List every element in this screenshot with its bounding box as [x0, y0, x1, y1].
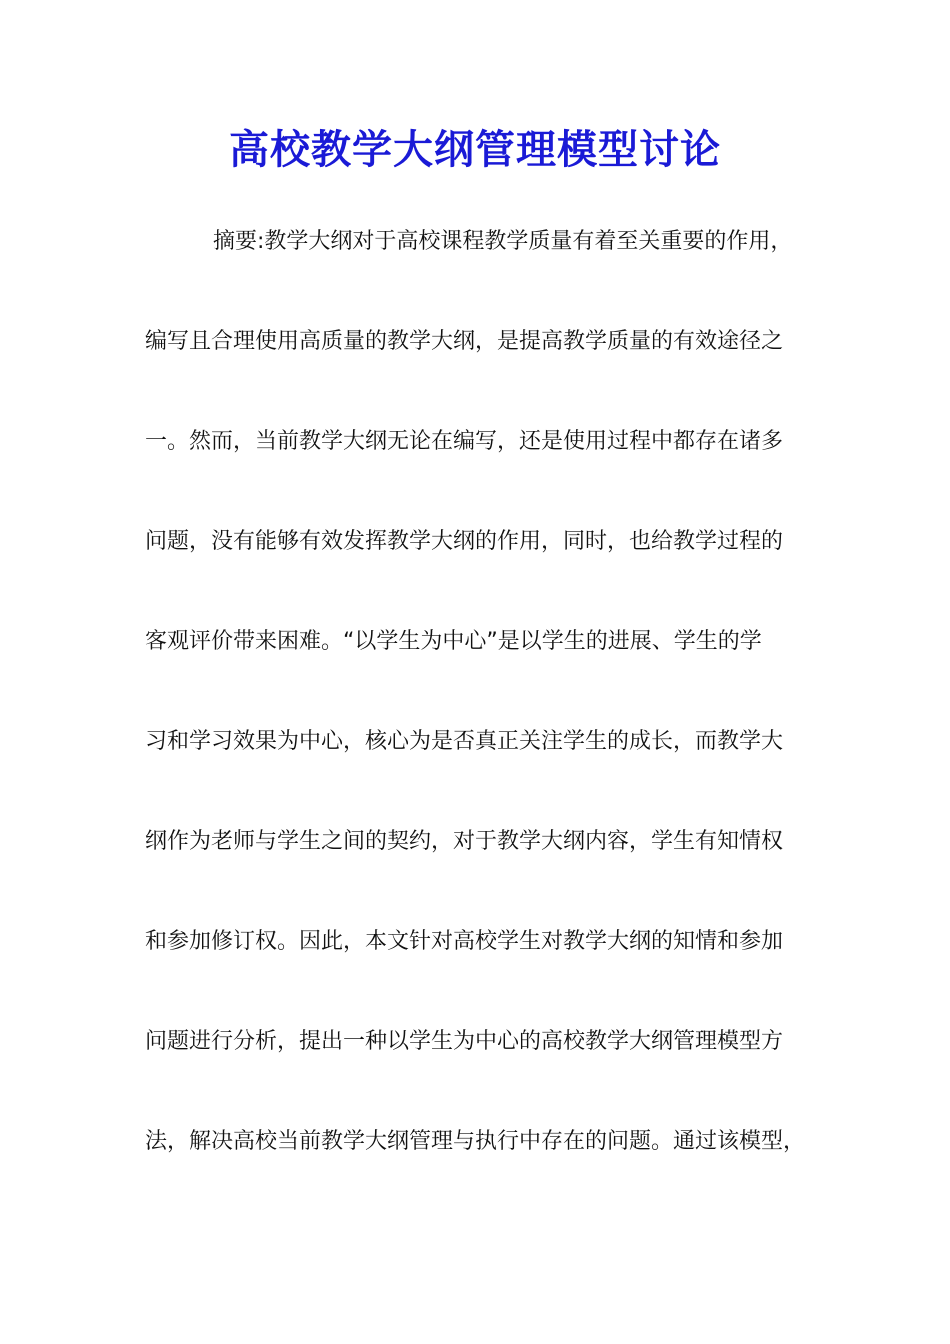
abstract-line-1: 摘要:教学大纲对于高校课程教学质量有着至关重要的作用， [213, 229, 793, 254]
abstract-line-2: 编写且合理使用高质量的教学大纲，是提高教学质量的有效途径之 [145, 329, 784, 354]
document-title: 高校教学大纲管理模型讨论 [229, 126, 721, 173]
abstract-line-6: 习和学习效果为中心，核心为是否真正关注学生的成长，而教学大 [145, 729, 784, 754]
abstract-line-7: 纲作为老师与学生之间的契约，对于教学大纲内容，学生有知情权 [145, 829, 784, 854]
abstract-line-3: 一。然而，当前教学大纲无论在编写，还是使用过程中都存在诸多 [145, 429, 784, 454]
abstract-line-5: 客观评价带来困难。“以学生为中心”是以学生的进展、学生的学 [145, 629, 762, 654]
abstract-line-10: 法，解决高校当前教学大纲管理与执行中存在的问题。通过该模型， [145, 1129, 806, 1154]
abstract-line-4: 问题，没有能够有效发挥教学大纲的作用，同时，也给教学过程的 [145, 529, 784, 554]
abstract-line-9: 问题进行分析，提出一种以学生为中心的高校教学大纲管理模型方 [145, 1029, 784, 1054]
abstract-line-8: 和参加修订权。因此，本文针对高校学生对教学大纲的知情和参加 [145, 929, 784, 954]
